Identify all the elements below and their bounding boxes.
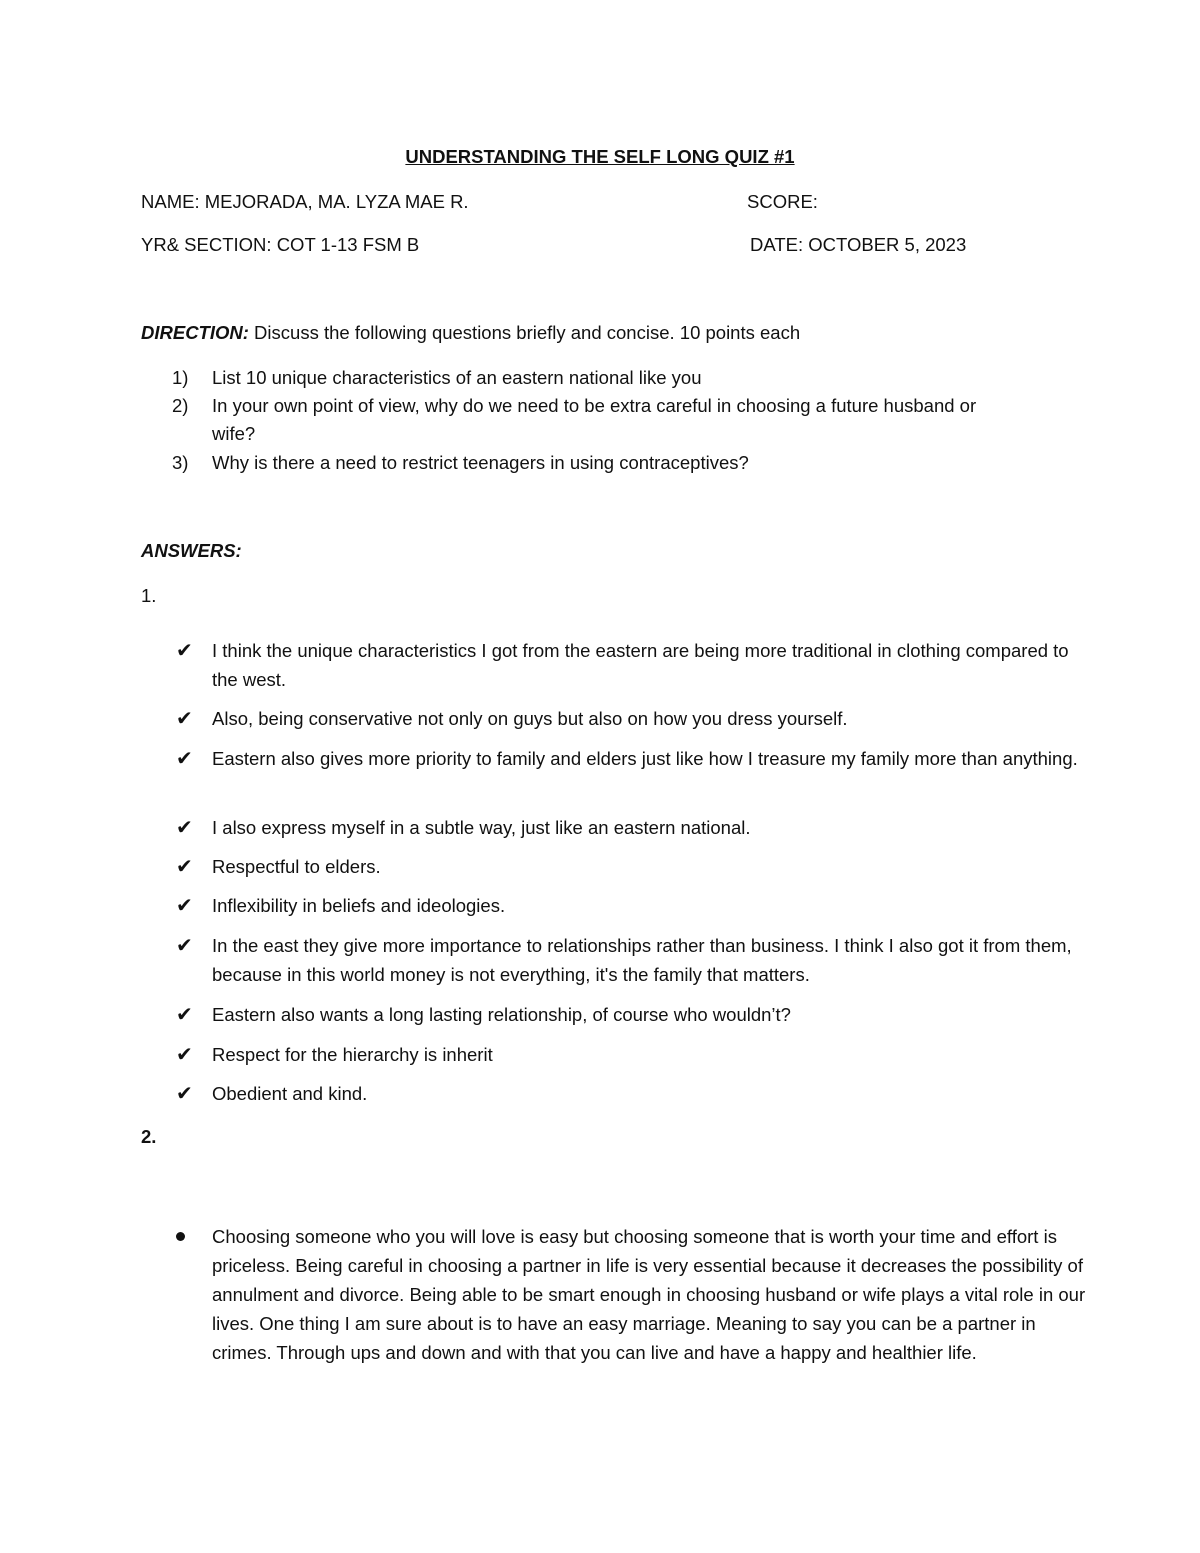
question-text-continued: wife? xyxy=(212,423,256,444)
checkmark-icon: ✔ xyxy=(176,817,193,839)
question-number: 3) xyxy=(172,452,189,473)
direction-label: DIRECTION: xyxy=(141,322,249,343)
checkmark-icon: ✔ xyxy=(176,1083,193,1105)
score-field: SCORE: xyxy=(747,191,818,212)
direction-text: Discuss the following questions briefly and concise. 10 points each xyxy=(248,322,801,343)
name-field: NAME: MEJORADA, MA. LYZA MAE R. xyxy=(141,191,469,212)
answer-2-number: 2. xyxy=(141,1126,157,1147)
question-text: In your own point of view, why do we need to be extra careful in choosing a future husband or xyxy=(212,395,977,416)
answer-1-number: 1. xyxy=(141,585,157,606)
answer-1-item-text: Inflexibility in beliefs and ideologies. xyxy=(212,895,506,916)
checkmark-icon: ✔ xyxy=(176,935,193,957)
answer-2-text: Choosing someone who you will love is easy but choosing someone that is worth your time and effort is priceless. Being careful in choosing a partner in life is very essential because it decreases the possibility of annulment and divorce. Being able to be smart enough in choosing husband or wife plays a vital role in our lives. One thing I am sure about is to have an easy marriage. Meaning to say you can be a partner in crimes. Through ups and down and with that you can live and have a happy and healthier life. xyxy=(212,1226,1086,1363)
direction xyxy=(141,322,800,344)
checkmark-icon: ✔ xyxy=(176,1044,193,1066)
question-text: Why is there a need to restrict teenagers in using contraceptives? xyxy=(212,452,749,473)
page-title: UNDERSTANDING THE SELF LONG QUIZ #1 xyxy=(405,146,795,167)
checkmark-icon: ✔ xyxy=(176,748,193,770)
checkmark-icon: ✔ xyxy=(176,1004,193,1026)
date-field: DATE: OCTOBER 5, 2023 xyxy=(750,234,967,255)
answer-1-item-text: Eastern also wants a long lasting relationship, of course who wouldn’t? xyxy=(212,1004,791,1025)
checkmark-icon: ✔ xyxy=(176,708,193,730)
question-text: List 10 unique characteristics of an eastern national like you xyxy=(212,367,702,388)
answer-1-item-text: Respectful to elders. xyxy=(212,856,381,877)
bullet-icon xyxy=(176,1232,185,1241)
answer-1-item-text: Respect for the hierarchy is inherit xyxy=(212,1044,493,1065)
answer-1-item-text: Eastern also gives more priority to family and elders just like how I treasure my family more than anything. xyxy=(212,748,1078,769)
checkmark-icon: ✔ xyxy=(176,895,193,917)
answer-1-item-text: Also, being conservative not only on guys but also on how you dress yourself. xyxy=(212,708,848,729)
answer-1-item-text: I think the unique characteristics I got from the eastern are being more traditional in clothing compared to the west. xyxy=(212,640,1069,690)
answer-1-item-text: Obedient and kind. xyxy=(212,1083,368,1104)
answer-1-item-text: In the east they give more importance to relationships rather than business. I think I also got it from them, because in this world money is not everything, it's the family that matters. xyxy=(212,935,1072,985)
checkmark-icon: ✔ xyxy=(176,856,193,878)
question-number: 2) xyxy=(172,395,189,416)
question-number: 1) xyxy=(172,367,189,388)
answers-heading: ANSWERS: xyxy=(141,540,242,561)
section-field: YR& SECTION: COT 1-13 FSM B xyxy=(141,234,420,255)
answer-1-item-text: I also express myself in a subtle way, just like an eastern national. xyxy=(212,817,751,838)
checkmark-icon: ✔ xyxy=(176,640,193,662)
